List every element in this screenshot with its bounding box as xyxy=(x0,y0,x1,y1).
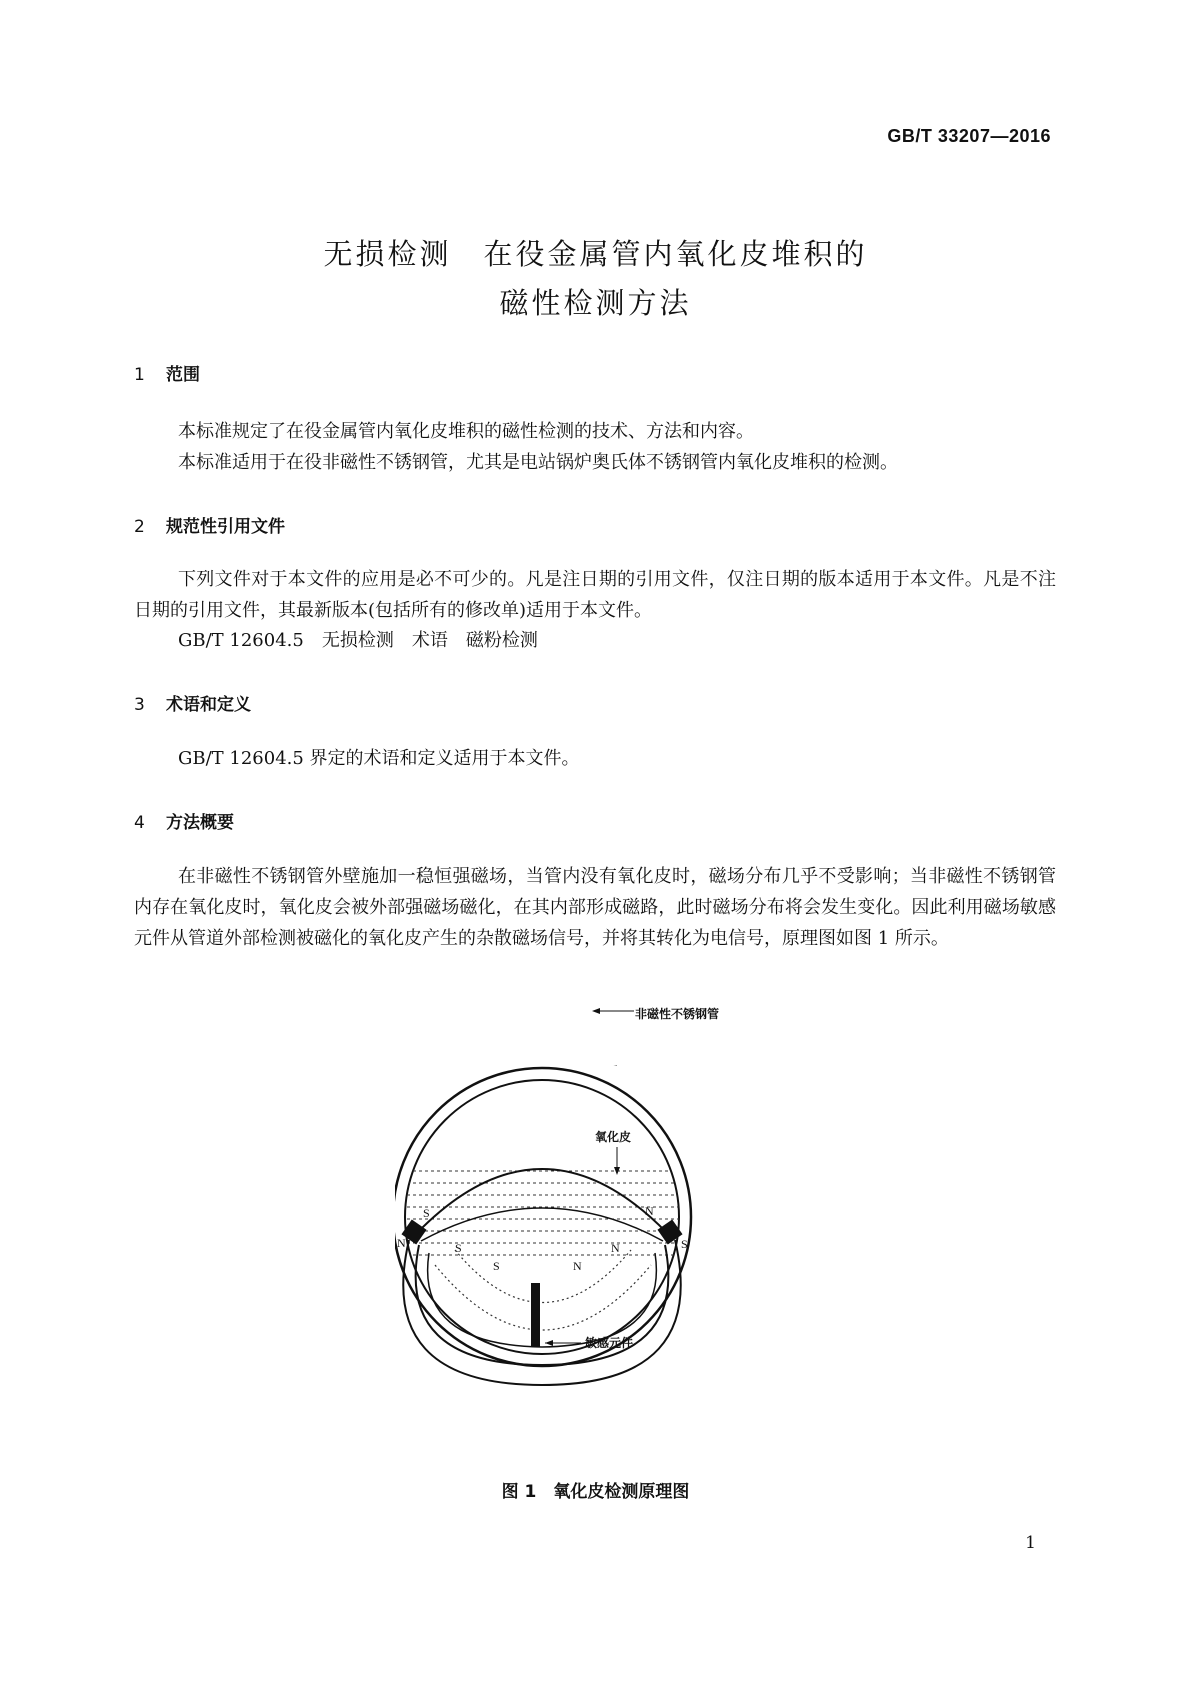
section-title: 术语和定义 xyxy=(166,695,251,715)
figure-1-caption: 图 1 氧化皮检测原理图 xyxy=(501,1482,690,1502)
section-number: 2 xyxy=(134,517,145,537)
section-title: 方法概要 xyxy=(166,813,234,833)
sensor-label: 敏感元件 xyxy=(585,1336,634,1350)
flux-line-middle xyxy=(421,1208,663,1241)
section-number: 1 xyxy=(134,365,145,385)
section-1-heading xyxy=(134,360,200,385)
section-number: 4 xyxy=(134,813,145,833)
section-2-heading xyxy=(134,512,285,537)
magnet-yoke-core xyxy=(428,1253,657,1347)
pole-label-n-inner-1: N xyxy=(611,1241,620,1255)
section-3-paragraph-1: GB/T 12604.5 界定的术语和定义适用于本文件。 xyxy=(178,748,580,769)
pole-label-s-left: S xyxy=(423,1206,430,1220)
section-number: 3 xyxy=(134,695,145,715)
sensor-callout-arrowhead xyxy=(545,1340,553,1346)
pole-label-n-inner-2: N xyxy=(573,1259,582,1273)
stray-field-dotted-2 xyxy=(455,1250,631,1303)
stray-field-dotted xyxy=(435,1265,651,1330)
section-4-heading xyxy=(134,808,234,833)
section-1-paragraph-1: 本标准规定了在役金属管内氧化皮堆积的磁性检测的技术、方法和内容。 xyxy=(178,421,754,442)
section-2-paragraph-1: 下列文件对于本文件的应用是必不可少的。凡是注日期的引用文件，仅注日期的版本适用于本文件。凡是不注日期的引用文件，其最新版本(包括所有的修改单)适用于本文件。 xyxy=(134,569,1056,621)
section-4-paragraph-1: 在非磁性不锈钢管外壁施加一稳恒强磁场，当管内没有氧化皮时，磁场分布几乎不受影响；当非磁性不锈钢管内存在氧化皮时，氧化皮会被外部强磁场磁化，在其内部形成磁路，此时磁场分布将会发生变化。因此利用磁场敏感元件从管道外部检测被磁化的氧化皮产生的杂散磁场信号，并将其转化为电信号，原理图如图 1 所示。 xyxy=(134,866,1056,949)
pole-label-n-left: N xyxy=(397,1236,406,1250)
section-title: 规范性引用文件 xyxy=(166,517,285,537)
section-1-paragraph-2: 本标准适用于在役非磁性不锈钢管，尤其是电站锅炉奥氏体不锈钢管内氧化皮堆积的检测。 xyxy=(178,452,898,473)
pole-label-s-inner-2: S xyxy=(493,1259,500,1273)
document-title-line-2: 磁性检测方法 xyxy=(499,286,692,320)
pole-label-s-right: S xyxy=(681,1237,688,1251)
pipe-label: 非磁性不锈钢管 xyxy=(635,1007,720,1021)
diagram-svg xyxy=(395,1065,795,1460)
figure-1-diagram xyxy=(395,1007,795,1464)
pole-label-s-inner-1: S xyxy=(455,1241,462,1255)
pipe-callout xyxy=(590,1003,635,1033)
standard-code: GB/T 33207—2016 xyxy=(887,126,1051,146)
pipe-inner-wall xyxy=(405,1080,679,1354)
section-3-heading xyxy=(134,690,251,715)
sensor-element xyxy=(531,1283,540,1347)
section-2-reference: GB/T 12604.5 无损检测 术语 磁粉检测 xyxy=(178,630,538,651)
section-title: 范围 xyxy=(166,365,200,385)
pole-label-n-right: N xyxy=(645,1204,654,1218)
scale-label: 氧化皮 xyxy=(595,1130,632,1144)
page-number: 1 xyxy=(1025,1533,1036,1553)
document-title-line-1: 无损检测 在役金属管内氧化皮堆积的 xyxy=(323,237,868,271)
flux-line-upper xyxy=(417,1169,667,1233)
